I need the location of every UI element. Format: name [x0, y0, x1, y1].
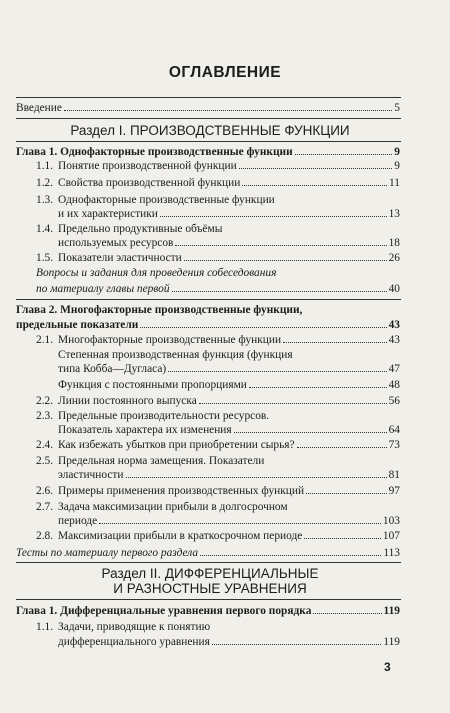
entry-number: 2.4. — [36, 439, 54, 451]
divider — [16, 562, 401, 563]
toc-entry-2-1[interactable] — [36, 333, 400, 347]
toc-entry-intro[interactable] — [16, 101, 400, 115]
page-number: 56 — [388, 395, 400, 407]
section-heading-part2: Раздел II. ДИФФЕРЕНЦИАЛЬНЫЕ И РАЗНОСТНЫЕ УРАВНЕНИЯ — [101, 566, 319, 596]
divider — [16, 299, 401, 300]
entry-number: 2.2. — [36, 395, 54, 407]
entry-text: Показатель характера их изменения — [58, 424, 232, 436]
page-number: 107 — [382, 530, 400, 542]
toc-entry-1-5[interactable] — [36, 251, 400, 265]
toc-entry-1-1[interactable] — [36, 159, 400, 173]
leader-dots — [212, 644, 381, 645]
page-number: 9 — [394, 146, 400, 158]
toc-entry-cobb-line1: Степенная производственная функция (функция — [58, 349, 293, 361]
entry-text: Понятие производственной функции — [58, 160, 237, 172]
leader-dots — [200, 555, 381, 556]
page-number: 119 — [383, 605, 400, 617]
toc-entry-cobb-douglas[interactable] — [58, 362, 400, 376]
leader-dots — [126, 477, 387, 478]
entry-number: 1.2. — [36, 177, 54, 189]
divider — [16, 141, 401, 142]
toc-entry-2-7[interactable] — [58, 514, 400, 528]
leader-dots — [175, 245, 386, 246]
toc-entry-questions-line1: Вопросы и задания для проведения собеседования — [36, 267, 277, 279]
entry-number: 2.8. — [36, 530, 54, 542]
divider — [16, 118, 401, 119]
entry-text: Глава 1. Дифференциальные уравнения первого порядка — [16, 605, 312, 617]
leader-dots — [242, 185, 387, 186]
page-number: 47 — [388, 363, 400, 375]
entry-text: предельные показатели — [16, 319, 139, 331]
page-number: 11 — [389, 177, 400, 189]
section-heading-part1: Раздел I. ПРОИЗВОДСТВЕННЫЕ ФУНКЦИИ — [70, 123, 350, 138]
toc-entry-questions[interactable] — [36, 282, 400, 296]
page-folio-number: 3 — [384, 660, 391, 674]
page-number: 18 — [388, 237, 400, 249]
leader-dots — [313, 613, 381, 614]
entry-text: Многофакторные производственные функции — [58, 334, 282, 346]
entry-text: Функция с постоянными пропорциями — [58, 379, 247, 391]
page-number: 103 — [382, 515, 400, 527]
page-number: 97 — [388, 485, 400, 497]
leader-dots — [295, 154, 393, 155]
entry-number: 1.1. — [36, 160, 54, 172]
entry-text: Максимизации прибыли в краткосрочном периоде — [58, 530, 303, 542]
entry-text: Примеры применения производственных функций — [58, 485, 305, 497]
page-number: 48 — [388, 379, 400, 391]
leader-dots — [239, 168, 393, 169]
page-number: 81 — [388, 469, 400, 481]
page-number: 5 — [394, 102, 400, 114]
entry-text: и их характеристики — [58, 208, 158, 220]
toc-title: ОГЛАВЛЕНИЕ — [168, 64, 282, 81]
page-number: 13 — [388, 208, 400, 220]
entry-number: 2.3. — [36, 410, 54, 422]
page-number: 119 — [383, 636, 400, 648]
entry-text: используемых ресурсов — [58, 237, 174, 249]
leader-dots — [172, 291, 387, 292]
toc-entry-1-3[interactable] — [58, 207, 400, 221]
entry-number: 2.5. — [36, 455, 54, 467]
entry-text: Тесты по материалу первого раздела — [16, 547, 199, 559]
entry-text: Показатели эластичности — [58, 252, 182, 264]
entry-text: по материалу главы первой — [36, 283, 170, 295]
toc-entry-chapter2-line1: Глава 2. Многофакторные производственные функции, — [16, 304, 303, 316]
page-number: 73 — [388, 439, 400, 451]
leader-dots — [99, 523, 381, 524]
page-number: 9 — [394, 160, 400, 172]
leader-dots — [297, 447, 387, 448]
page-number: 43 — [388, 334, 400, 346]
leader-dots — [160, 216, 387, 217]
toc-entry-chapter2[interactable] — [16, 318, 400, 332]
toc-entry-p2-1-1[interactable] — [58, 635, 400, 649]
entry-number: 1.3. — [36, 194, 54, 206]
leader-dots — [234, 432, 387, 433]
entry-number: 2.7. — [36, 501, 54, 513]
entry-text: периоде — [58, 515, 98, 527]
toc-entry-2-2[interactable] — [36, 394, 400, 408]
leader-dots — [283, 342, 387, 343]
toc-entry-2-7-line1: 2.7. Задача максимизации прибыли в долгосрочном — [36, 501, 288, 513]
toc-entry-chapter1[interactable] — [16, 145, 400, 159]
toc-entry-1-2[interactable] — [36, 176, 400, 190]
leader-dots — [249, 387, 387, 388]
leader-dots — [304, 538, 381, 539]
entry-number: 1.5. — [36, 252, 54, 264]
page-number: 26 — [388, 252, 400, 264]
leader-dots — [168, 371, 386, 372]
entry-text: типа Кобба—Дугласа) — [58, 363, 167, 375]
toc-entry-1-3-line1: 1.3. Однофакторные производственные функции — [36, 194, 275, 206]
leader-dots — [140, 327, 386, 328]
page-number: 64 — [388, 424, 400, 436]
page-number: 113 — [383, 547, 400, 559]
toc-entry-p2-1-1-line1: 1.1. Задачи, приводящие к понятию — [36, 621, 211, 633]
entry-text: Глава 1. Однофакторные производственные функции — [16, 146, 293, 158]
entry-text: дифференциального уравнения — [58, 636, 210, 648]
page-number: 43 — [388, 319, 400, 331]
page-number: 40 — [388, 283, 400, 295]
toc-entry-2-3[interactable] — [58, 423, 400, 437]
entry-text: Линии постоянного выпуска — [58, 395, 197, 407]
leader-dots — [306, 493, 387, 494]
toc-entry-2-6[interactable] — [36, 484, 400, 498]
toc-entry-2-4[interactable] — [36, 438, 400, 452]
divider — [16, 97, 401, 98]
leader-dots — [64, 110, 392, 111]
toc-entry-fixed-proportions[interactable] — [58, 378, 400, 392]
toc-entry-2-8[interactable] — [36, 529, 400, 543]
divider — [16, 599, 401, 600]
entry-text: эластичности — [58, 469, 124, 481]
toc-entry-tests[interactable] — [16, 546, 400, 560]
leader-dots — [199, 403, 387, 404]
toc-entry-2-5[interactable] — [58, 468, 400, 482]
entry-text: Введение — [16, 102, 62, 114]
toc-entry-1-4-line1: 1.4. Предельно продуктивные объёмы — [36, 223, 223, 235]
toc-entry-2-3-line1: 2.3. Предельные производительности ресурсов. — [36, 410, 270, 422]
entry-number: 1.1. — [36, 621, 54, 633]
entry-number: 2.1. — [36, 334, 54, 346]
entry-number: 2.6. — [36, 485, 54, 497]
entry-text: Как избежать убытков при приобретении сырья? — [58, 439, 295, 451]
toc-entry-1-4[interactable] — [58, 236, 400, 250]
entry-text: Свойства производственной функции — [58, 177, 241, 189]
entry-number: 1.4. — [36, 223, 54, 235]
toc-entry-2-5-line1: 2.5. Предельная норма замещения. Показатели — [36, 455, 265, 467]
leader-dots — [184, 260, 387, 261]
toc-entry-part2-chapter1[interactable] — [16, 604, 400, 618]
